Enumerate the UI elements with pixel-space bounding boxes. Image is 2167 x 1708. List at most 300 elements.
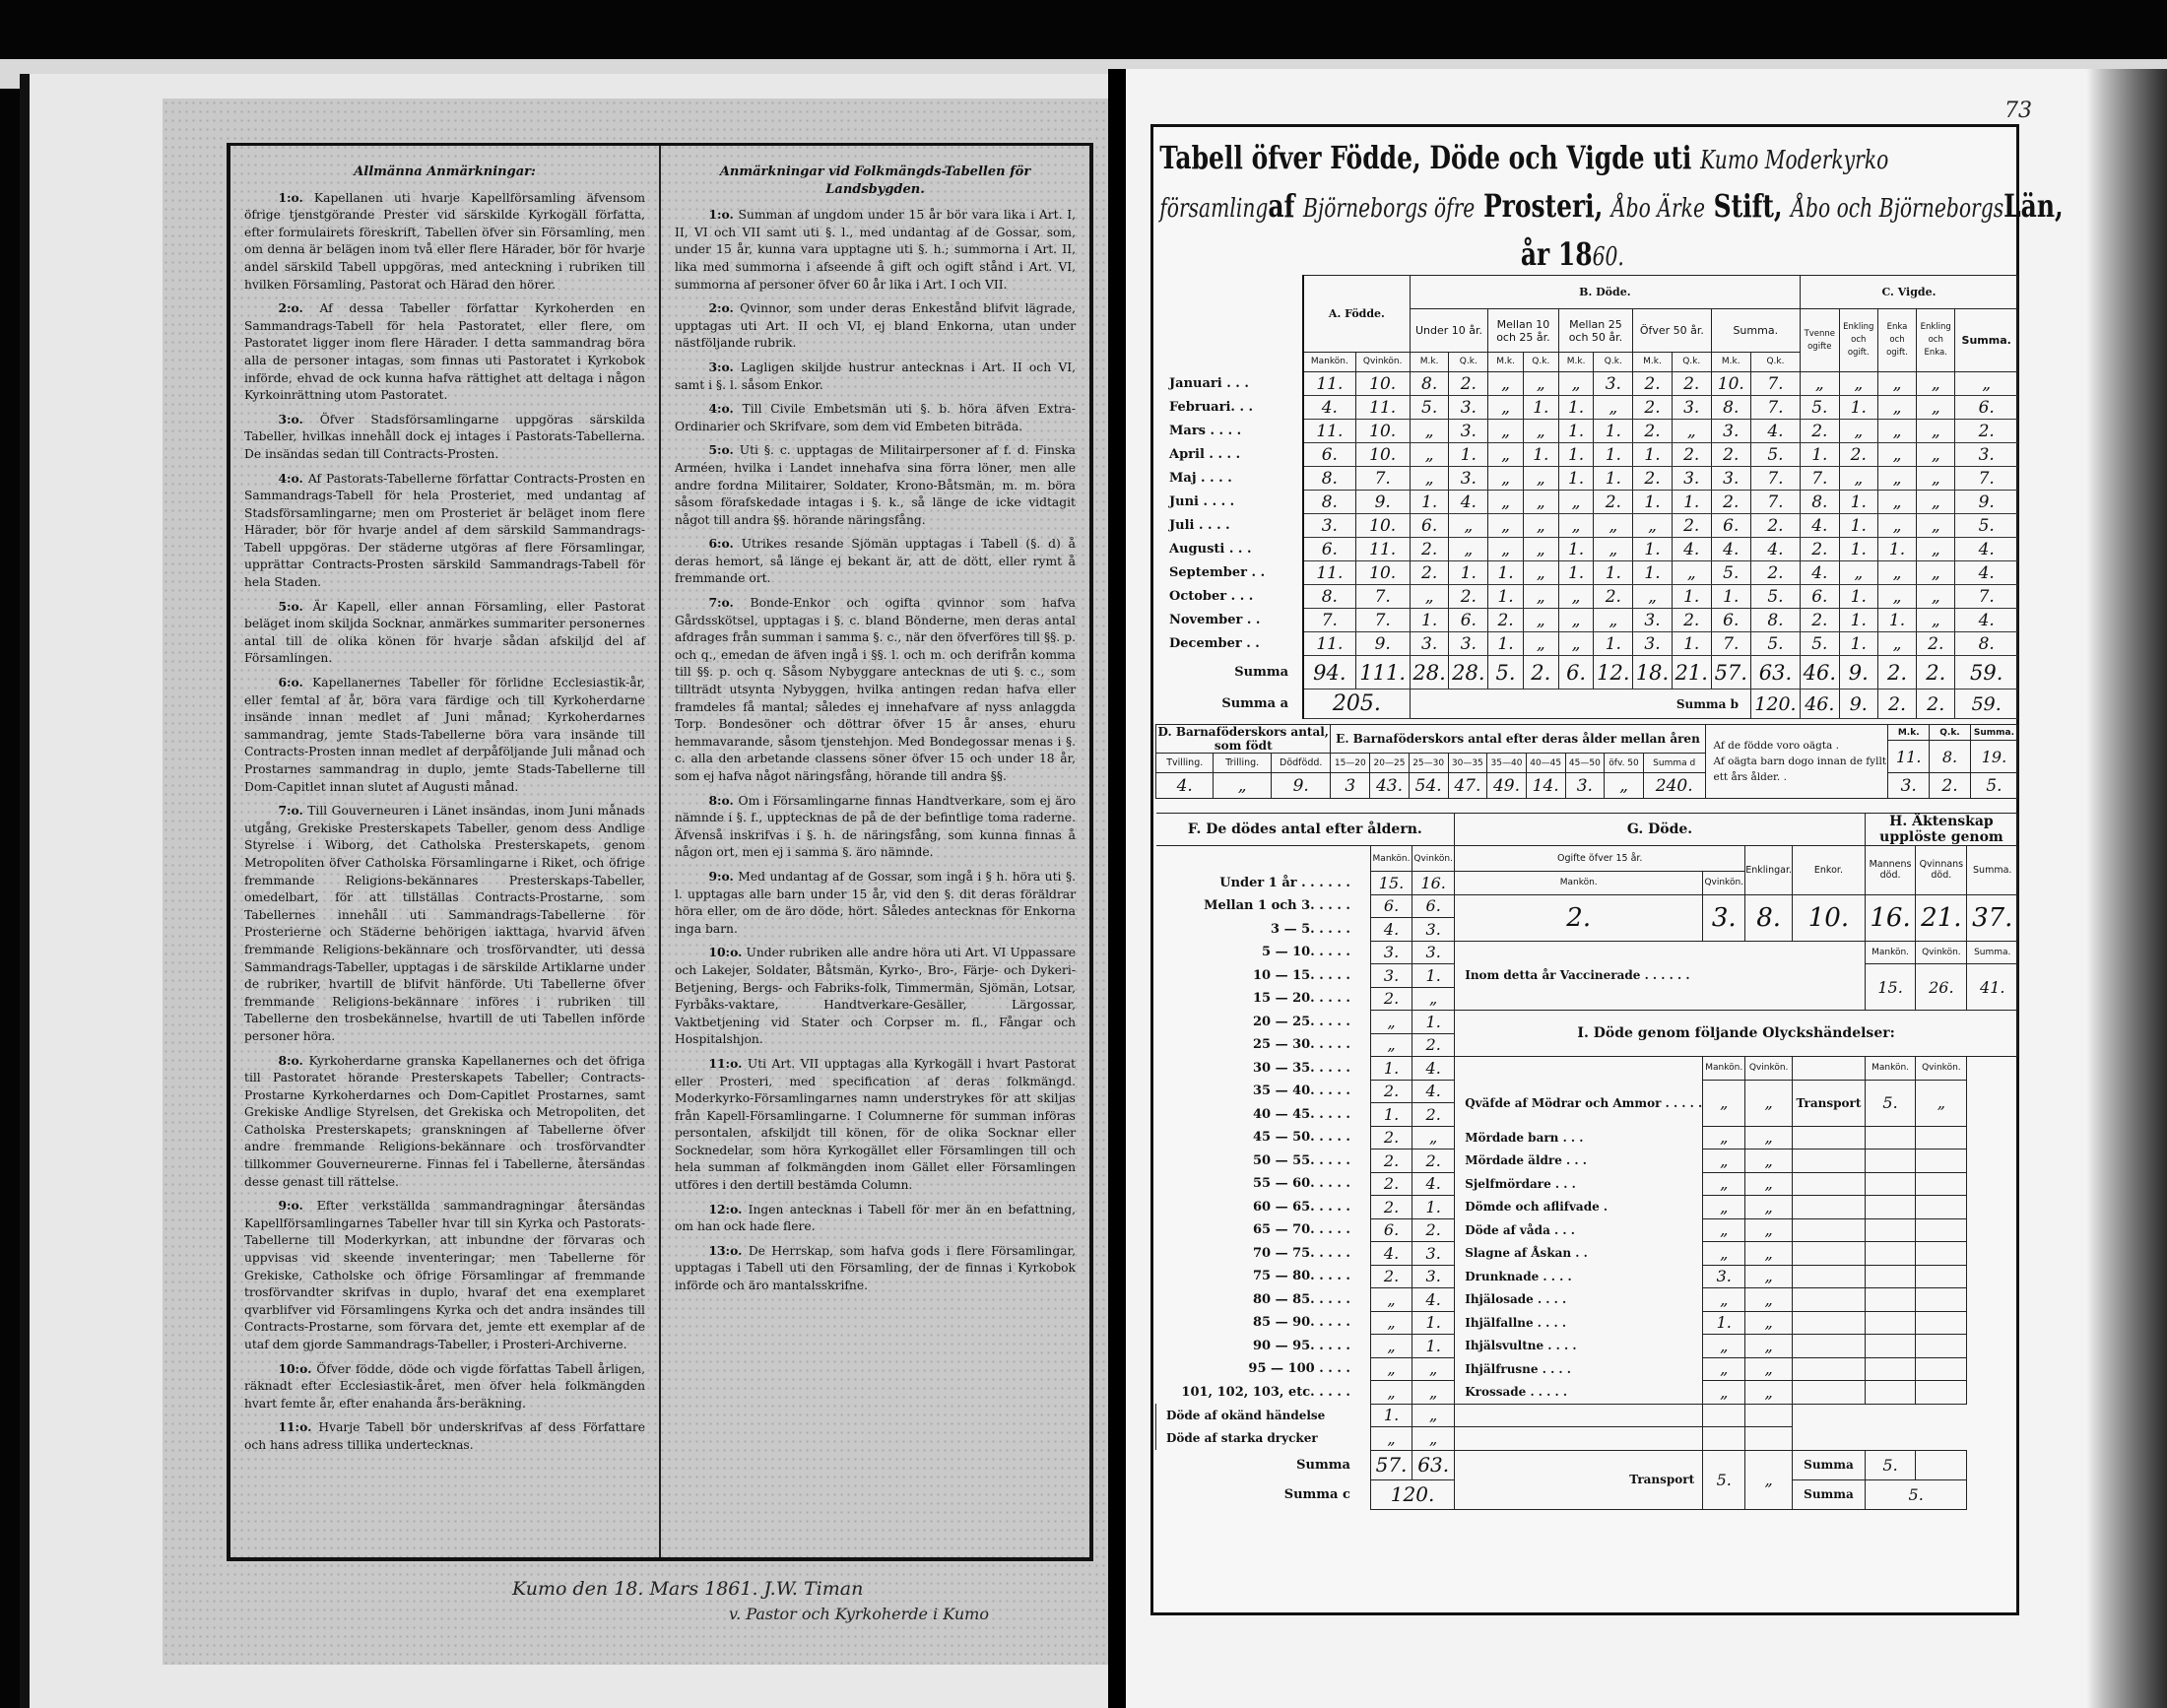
transport-top-qvinkon: „ (1916, 1080, 1967, 1126)
age-mankon-value: „ (1370, 1357, 1412, 1381)
remark-number: 1:o. (708, 207, 734, 223)
month-label: Februari. . . (1155, 396, 1303, 420)
month-value-cell: „ (1594, 538, 1633, 561)
b-group-10-25: Mellan 10 och 25 år. (1488, 309, 1559, 353)
month-value-cell: 11. (1303, 561, 1355, 585)
month-value-cell: „ (1917, 467, 1955, 491)
accident-qvinkon-value: „ (1745, 1126, 1793, 1150)
month-value-cell: „ (1558, 514, 1594, 538)
d-value-cell: „ (1214, 773, 1271, 799)
accident-mankon-value: „ (1703, 1288, 1745, 1312)
remark-text: Lagligen skiljde hustrur antecknas i Art. II och VI, samt i §. l. såsom Enkor. (675, 360, 1076, 392)
remark-paragraph (675, 868, 1076, 938)
remark-paragraph (675, 1201, 1076, 1236)
month-value-cell: „ (1917, 491, 1955, 514)
general-remarks-heading: Allmänna Anmärkningar: (354, 164, 536, 179)
month-value-cell: 4. (1750, 420, 1800, 443)
month-value-cell: 1. (1558, 538, 1594, 561)
age-label: 75 — 80. . . . . (1252, 1269, 1350, 1284)
month-value-cell: „ (1839, 420, 1877, 443)
remark-text: Kapellanen uti hvarje Kapellförsamling äfvensom öfrige tjenstgörande Prester vid särskilde Kyrkogäll författa, efter formulairets föreskrift, Tabellen öfver sin Församling, men om denna är belägen inom två eller flere Härader, bör för hvarje andel särskild Tabell uppgöras, med anteckning i rubriken till hvilken Församling, Pastorat och Härad den hörer. (244, 190, 645, 292)
month-row (1155, 420, 2018, 443)
blank-line (1865, 1357, 1915, 1381)
age-mankon-value: 3. (1370, 941, 1412, 964)
i-qvinkon-header: Qvinkön. (1745, 1057, 1793, 1081)
month-value-cell: 1. (1594, 632, 1633, 656)
blank-line (1865, 1150, 1915, 1173)
month-value-cell: 2. (1633, 467, 1673, 491)
month-label: April . . . . (1155, 443, 1303, 467)
c-col-enkling-enka: Enkling och Enka. (1917, 309, 1955, 372)
remark-text: Summan af ungdom under 15 år bör vara lika i Art. I, II, VI och VII samt uti §. l., med undantag af de Gossar, som, under 15 år, kunna vara upptagne uti §. h.; summorna i Art. II, lika med summorna i afseende å gift och ogift stånd i Art. VI, summorna af personer öfver 60 år lika i Art. I och VII. (675, 208, 1076, 292)
blank-line (1455, 1404, 1703, 1427)
age-label: Under 1 år . . . . . . (1219, 875, 1350, 890)
age-qvinkon-value: 3. (1412, 918, 1455, 942)
month-value-cell: 6. (1800, 585, 1839, 609)
month-value-cell: „ (1917, 514, 1955, 538)
age-mankon-value: 3. (1370, 964, 1412, 988)
age-mankon-value: „ (1370, 1311, 1412, 1335)
month-row (1155, 443, 2018, 467)
month-value-cell: 2. (1955, 420, 2018, 443)
remark-text: Uti Art. VII upptagas alla Kyrkogäll i hvart Pastorat eller Prosteri, med specification af deras folkmängd. Moderkyrko-Församlingarnes namn understrykes för att skiljas från Kapell-Församlingarne. I Columnerne för summan införas persontalen, afskiljdt till könen, för de olika Socknar eller Socknedelar, som höra Kyrkogället eller Församlingen till och hela summan af folkmängden inom Gället eller Församlingen utföres i den dertill bestämda Column. (675, 1056, 1076, 1193)
accident-mankon-value: 1. (1703, 1311, 1745, 1335)
remark-number: 8:o. (278, 1052, 303, 1068)
e-value-cell: 14. (1526, 773, 1565, 799)
blank-line (1865, 1196, 1915, 1219)
month-value-cell: „ (1488, 538, 1524, 561)
remark-text: Efter verkställda sammandragningar återsändas Kapellförsamlingarnes Tabeller hvar till sin Kyrka och Pastorats-Tabellerne till Moderkyrkan, att inbundne der förvaras och uppvisas vid skeende inventeringar; men Tabellerne för Grekiske, Catholske och öfrige Församlingar af fremmande trosförvandter skrifvas in duplo, hvaraf det ena exemplaret qvarblifver vid Församlingens Kyrka och det andra insändes till Contracts-Prostarne, som förvara det, jemte ett exemplar af de utaf dem gjorde Sammandrags-Tabeller, i Prosteri-Archiverne. (244, 1199, 645, 1351)
f-subheader-row (1156, 846, 2018, 872)
blank-line (1865, 1381, 1915, 1405)
age-qvinkon-value: 2. (1412, 1103, 1455, 1127)
month-value-cell: 2. (1800, 538, 1839, 561)
blank-line (1865, 1288, 1915, 1312)
month-label: December . . (1155, 632, 1303, 656)
age-row (1156, 1011, 2018, 1034)
month-value-cell: 10. (1355, 420, 1410, 443)
remark-number: 11:o. (708, 1055, 743, 1071)
blank-line (1916, 1172, 1967, 1196)
remark-text: Är Kapell, eller annan Församling, eller Pastorat beläget inom skiljda Socknar, anmärkes summariter personernes antal till de olika könen för hvarje sådan afskiljd del af Församlingen. (244, 599, 645, 666)
month-label: Juli . . . . (1155, 514, 1303, 538)
g-value-cell: 3. (1703, 894, 1745, 941)
remark-text: Till Gouverneuren i Länet insändas, inom Juni månads utgång, Grekiske Presterskapets Tabeller, genom dess Andlige Styrelse i Wiborg, det Catholska Presterskapets, genom Metropoliten öfver Catholska Församlingarne i Riket, och öfrige fremmande Religions-bekännares Presterskaps-Tabeller, omedelbart, för att tillställas Contracts-Prostarne, som Tabellernes innehåll uti Sammandrags-Tabellerne för Prosterierne och Städerne behörigen iakttaga, hvarvid äfven fremmande Religions-bekännare och trosförvandter, uti dessa Sammandrags-Tabeller, upptagas i de särskilde Artiklarne under de rubriker, hvartill de blifvit hänförde. Uti Tabellerne öfver fremmande Religions-bekännare införes i rubriken till Tabellerne den trosbekännelse, hvartill de uti Tabellen införde personer höra. (244, 804, 645, 1043)
month-value-cell: 3. (1711, 420, 1750, 443)
summa-value-cell: 9. (1839, 656, 1877, 690)
month-value-cell: 4. (1800, 514, 1839, 538)
population-remarks-heading: Anmärkningar vid Folkmängds-Tabellen för Landsbygden. (719, 164, 1031, 197)
accident-label: Ihjälosade . . . . (1455, 1288, 1703, 1312)
month-value-cell: 1. (1672, 585, 1711, 609)
accident-qvinkon-value: „ (1745, 1218, 1793, 1242)
general-remarks-column (230, 146, 659, 1557)
accident-qvinkon-value: „ (1745, 1357, 1793, 1381)
blank-line (1793, 1218, 1866, 1242)
summa-a-value: 205. (1303, 690, 1410, 719)
title-parish: Kumo Moderkyrko (1700, 146, 1889, 175)
month-value-cell: 7. (1955, 585, 2018, 609)
remark-number: 5:o. (278, 598, 303, 614)
births-deaths-marriages-table (1155, 275, 2018, 719)
month-value-cell: 1. (1633, 561, 1673, 585)
blank-line (1916, 1242, 1967, 1266)
remark-paragraph (675, 1055, 1076, 1195)
month-value-cell: „ (1917, 372, 1955, 396)
month-value-cell: „ (1410, 585, 1449, 609)
h-col-header: Mannens död. (1865, 846, 1915, 895)
blank-line (1916, 1357, 1967, 1381)
month-value-cell: „ (1594, 396, 1633, 420)
blank-line (1865, 1242, 1915, 1266)
summa-value-cell: 2. (1877, 656, 1916, 690)
month-value-cell: 9. (1355, 632, 1410, 656)
age-mankon-value: „ (1370, 1288, 1412, 1312)
remark-paragraph (675, 299, 1076, 353)
filler (1967, 1150, 2018, 1173)
month-value-cell: 5. (1750, 585, 1800, 609)
filler (1967, 1172, 2018, 1196)
month-value-cell: 3. (1633, 609, 1673, 632)
month-value-cell: 8. (1303, 491, 1355, 514)
g-value-cell: 10. (1793, 894, 1866, 941)
age-qvinkon-value: „ (1412, 1357, 1455, 1381)
month-value-cell: 7. (1800, 467, 1839, 491)
month-value-cell: 1. (1633, 538, 1673, 561)
month-value-cell: 4. (1955, 609, 2018, 632)
section-e-header: E. Barnaföderskors antal efter deras ålder mellan åren (1331, 725, 1705, 754)
blank-line (1455, 1427, 1703, 1451)
remark-paragraph (675, 441, 1076, 529)
accident-label: Mördade äldre . . . (1455, 1150, 1703, 1173)
month-value-cell: 4. (1672, 538, 1711, 561)
section-h-header: H. Äktenskap upplöste genom (1865, 814, 2017, 846)
form-title (1153, 135, 2064, 280)
month-value-cell: 5. (1410, 396, 1449, 420)
month-value-cell: „ (1558, 585, 1594, 609)
age-label: Mellan 1 och 3. . . . . (1204, 898, 1350, 914)
month-row (1155, 632, 2018, 656)
remark-text: Af dessa Tabeller författar Kyrkoherden en Sammandrags-Tabell för hela Pastoratet, eller flere, om Pastoratet ligger inom flere Härader. I detta sammandrag böra alla de personer intagas, som finnas uti Pastoratet i Kyrkobok införde, ehvad de ock kunna hafva rättighet att deltaga i någon Kyrkoinrättning utom Pastoratet. (244, 301, 645, 403)
f-blank (1156, 846, 1371, 872)
filler (1967, 1080, 2018, 1126)
a-mankon: Mankön. (1303, 353, 1355, 372)
summa-value-cell: 12. (1594, 656, 1633, 690)
age-label: 80 — 85. . . . . (1252, 1291, 1350, 1307)
age-qvinkon-value: 4. (1412, 1172, 1455, 1196)
filler (1967, 1479, 2018, 1509)
summa-value-cell: 21. (1672, 656, 1711, 690)
month-value-cell: „ (1633, 585, 1673, 609)
age-mankon-value: 4. (1370, 918, 1412, 942)
month-value-cell: 3. (1449, 396, 1488, 420)
month-value-cell: 2. (1633, 372, 1673, 396)
month-value-cell: „ (1449, 538, 1488, 561)
age-label: 50 — 55. . . . . (1252, 1152, 1350, 1168)
month-value-cell: 2. (1672, 443, 1711, 467)
d-col-header: Trilling. (1214, 754, 1271, 773)
month-value-cell: 8. (1303, 467, 1355, 491)
month-label: Mars . . . . (1155, 420, 1303, 443)
remark-text: Öfver Stadsförsamlingarne uppgöras särskilda Tabeller, hvilkas innehåll dock ej intages i Pastorats-Tabellerna. De insändas sedan till Contracts-Prosten. (244, 412, 645, 461)
g-value-cell: 8. (1745, 894, 1793, 941)
age-label: 10 — 15. . . . . (1252, 967, 1350, 983)
month-value-cell: 2. (1633, 420, 1673, 443)
age-row (1156, 1311, 2018, 1335)
blank-line (1793, 1265, 1866, 1288)
illeg-died-summa: 5. (1970, 773, 2017, 799)
age-label: 3 — 5. . . . . (1271, 921, 1350, 937)
month-value-cell: 10. (1355, 514, 1410, 538)
f-summa-row (1156, 1450, 2018, 1479)
month-value-cell: „ (1594, 609, 1633, 632)
i-qvinkon-header-2: Qvinkön. (1916, 1057, 1967, 1081)
summa-row (1155, 656, 2018, 690)
age-mankon-value: 6. (1370, 894, 1412, 918)
e-value-cell: 240. (1643, 773, 1705, 799)
accident-mankon-value: „ (1703, 1196, 1745, 1219)
month-value-cell: 1. (1488, 561, 1524, 585)
age-mankon-value: „ (1370, 1033, 1412, 1057)
age-mankon-value: 2. (1370, 1080, 1412, 1103)
age-mankon-value: 4. (1370, 1242, 1412, 1266)
accident-label: Döde af starka drycker (1156, 1427, 1371, 1451)
age-row (1156, 1172, 2018, 1196)
title-printed-2: af (1268, 187, 1295, 225)
accident-label: Drunknade . . . . (1455, 1265, 1703, 1288)
month-value-cell: 1. (1839, 585, 1877, 609)
month-value-cell: „ (1523, 561, 1558, 585)
filler (1967, 1311, 2018, 1335)
section-b-header: B. Döde. (1410, 276, 1800, 309)
month-value-cell: „ (1488, 372, 1524, 396)
month-value-cell: „ (1877, 467, 1916, 491)
remark-paragraph (244, 802, 645, 1045)
month-row (1155, 538, 2018, 561)
age-qvinkon-value: 2. (1412, 1033, 1455, 1057)
month-value-cell: 7. (1303, 609, 1355, 632)
month-value-cell: „ (1488, 491, 1524, 514)
illeg-head-mk: M.k. (1888, 725, 1930, 741)
month-value-cell: 2. (1488, 609, 1524, 632)
b-group-summa: Summa. (1711, 309, 1800, 353)
month-value-cell: 2. (1410, 561, 1449, 585)
month-value-cell: „ (1877, 396, 1916, 420)
month-value-cell: 1. (1800, 443, 1839, 467)
illeg-born-mk: 11. (1888, 741, 1930, 773)
age-qvinkon-value: 4. (1412, 1057, 1455, 1081)
e-col-header: 30—35 (1448, 754, 1487, 773)
month-value-cell: 4. (1955, 538, 2018, 561)
month-row (1155, 609, 2018, 632)
age-row (1156, 1057, 2018, 1081)
summa-right-total: 5. (1865, 1479, 1967, 1509)
month-row (1155, 372, 2018, 396)
section-i-header: I. Döde genom följande Olyckshändelser: (1455, 1011, 2018, 1057)
remark-number: 2:o. (708, 300, 734, 316)
remark-text: Öfver födde, döde och vigde författas Tabell årligen, räknadt efter Ecclesiastik-året, men öfver hela folkmängden hvart femte år, efter enahanda års-beräkning. (244, 1361, 645, 1411)
month-value-cell: 2. (1594, 491, 1633, 514)
transport-top-mankon: 5. (1865, 1080, 1915, 1126)
summa-value-cell: 2. (1917, 656, 1955, 690)
section-d-header: D. Barnaföderskors antal, som födt (1157, 725, 1329, 753)
remark-text: Qvinnor, som under deras Enkestånd blifvit lägrade, upptagas uti Art. II och VI, ej bland Enkorna, utan under nästföljande rubrik. (675, 301, 1076, 351)
blank-line (1793, 1172, 1866, 1196)
age-qvinkon-value: 1. (1412, 1335, 1455, 1358)
summa-ab-row (1155, 690, 2018, 719)
blank-line (1916, 1381, 1967, 1405)
remark-paragraph (244, 1052, 645, 1192)
month-value-cell: 2. (1410, 538, 1449, 561)
accident-qvinkon-value: „ (1412, 1427, 1455, 1451)
summa-value-cell: 59. (1955, 656, 2018, 690)
filler (1967, 1288, 2018, 1312)
month-value-cell: „ (1488, 467, 1524, 491)
month-value-cell: „ (1839, 372, 1877, 396)
month-value-cell: 1. (1672, 632, 1711, 656)
summa-b-value-cell: 2. (1917, 690, 1955, 719)
blank-line (1916, 1288, 1967, 1312)
month-value-cell: „ (1523, 420, 1558, 443)
month-value-cell: 3. (1955, 443, 2018, 467)
accident-mankon-value: „ (1703, 1242, 1745, 1266)
e-value-cell: 54. (1409, 773, 1448, 799)
month-value-cell: 6. (1711, 609, 1750, 632)
title-printed-1: Tabell öfver Födde, Döde och Vigde uti (1159, 139, 1692, 176)
blank-line (1916, 1126, 1967, 1150)
remark-number: 10:o. (708, 945, 743, 960)
age-row (1156, 1357, 2018, 1381)
month-row (1155, 467, 2018, 491)
month-value-cell: „ (1488, 420, 1524, 443)
illeg-head-qk: Q.k. (1930, 725, 1971, 741)
month-label: November . . (1155, 609, 1303, 632)
blank-line (1865, 1265, 1915, 1288)
month-value-cell: 6. (1303, 443, 1355, 467)
accident-mankon-value: 1. (1370, 1404, 1412, 1427)
remark-text: Hvarje Tabell bör underskrifvas af dess Författare och hans adress tillika undertecknas. (244, 1420, 645, 1452)
right-page-margin (2052, 69, 2167, 1708)
filler (1793, 1404, 1866, 1427)
month-value-cell: 1. (1558, 396, 1594, 420)
age-qvinkon-value: „ (1412, 987, 1455, 1011)
age-qvinkon-value: 3. (1412, 1265, 1455, 1288)
filler (1967, 1218, 2018, 1242)
age-qvinkon-value: 2. (1412, 1218, 1455, 1242)
month-value-cell: 1. (1633, 491, 1673, 514)
accident-label: Slagne af Åskan . . (1455, 1242, 1703, 1266)
month-value-cell: 2. (1449, 585, 1488, 609)
remark-number: 1:o. (278, 189, 303, 205)
month-value-cell: 8. (1750, 609, 1800, 632)
month-value-cell: 8. (1800, 491, 1839, 514)
section-f-header: F. De dödes antal efter åldern. (1156, 814, 1455, 846)
age-mankon-value: 2. (1370, 987, 1412, 1011)
age-label: 25 — 30. . . . . (1252, 1037, 1350, 1053)
accident-label: Dömde och aflifvade . (1455, 1196, 1703, 1219)
e-value-cell: „ (1605, 773, 1644, 799)
accident-qvinkon-value: „ (1412, 1404, 1455, 1427)
title-diocese: Åbo Ärke (1611, 194, 1705, 224)
month-value-cell: 3. (1449, 420, 1488, 443)
i-mankon-header-2: Mankön. (1865, 1057, 1915, 1081)
accident-mankon-value: „ (1703, 1080, 1745, 1126)
month-value-cell: 8. (1711, 396, 1750, 420)
month-value-cell: 11. (1303, 372, 1355, 396)
g-ogifte-header: Ogifte öfver 15 år. (1455, 846, 1745, 872)
month-value-cell: 6. (1711, 514, 1750, 538)
month-value-cell: 1. (1633, 443, 1673, 467)
accident-mankon-value: 3. (1703, 1265, 1745, 1288)
age-label: 65 — 70. . . . . (1252, 1222, 1350, 1238)
accident-qvinkon-value: „ (1745, 1172, 1793, 1196)
filler (1967, 1196, 2018, 1219)
remark-number: 6:o. (708, 536, 734, 552)
blank-line (1793, 1242, 1866, 1266)
month-label: Augusti . . . (1155, 538, 1303, 561)
month-value-cell: 5. (1800, 632, 1839, 656)
illeg-head-summa: Summa. (1970, 725, 2017, 741)
age-label: 95 — 100 . . . . (1248, 1361, 1350, 1377)
f-summa-label: Summa (1296, 1457, 1350, 1473)
d-col-header: Tvilling. (1156, 754, 1214, 773)
accident-mankon-value: „ (1703, 1172, 1745, 1196)
month-value-cell: „ (1410, 443, 1449, 467)
g-mankon-header: Mankön. (1455, 872, 1703, 895)
accident-mankon-value: „ (1370, 1427, 1412, 1451)
age-row (1156, 941, 2018, 964)
c-col-summa: Summa. (1955, 309, 2018, 372)
month-value-cell: 4. (1955, 561, 2018, 585)
blank-line (1745, 1404, 1793, 1427)
age-label: 90 — 95. . . . . (1252, 1338, 1350, 1353)
age-label: 60 — 65. . . . . (1252, 1199, 1350, 1215)
month-value-cell: „ (1800, 372, 1839, 396)
title-printed-4: Stift, (1713, 187, 1783, 225)
b-qk-header: Q.k. (1750, 353, 1800, 372)
age-label: 101, 102, 103, etc. . . . . (1181, 1384, 1350, 1400)
filler (1967, 1357, 2018, 1381)
remark-text: Ingen antecknas i Tabell för mer än en befattning, om han ock hade flere. (675, 1202, 1076, 1234)
month-value-cell: 2. (1672, 514, 1711, 538)
blank-line (1703, 1404, 1745, 1427)
accident-qvinkon-value: „ (1745, 1242, 1793, 1266)
month-value-cell: 3. (1672, 396, 1711, 420)
vaccination-label: Inom detta år Vaccinerade . . . . . . (1455, 941, 1866, 1011)
g-value-cell: 2. (1455, 894, 1703, 941)
accident-mankon-value: „ (1703, 1357, 1745, 1381)
month-value-cell: 1. (1839, 609, 1877, 632)
accident-qvinkon-value: „ (1745, 1150, 1793, 1173)
age-label: 40 — 45. . . . . (1252, 1106, 1350, 1122)
age-qvinkon-value: 4. (1412, 1288, 1455, 1312)
accident-qvinkon-value: „ (1745, 1311, 1793, 1335)
month-value-cell: 11. (1303, 420, 1355, 443)
month-value-cell: „ (1558, 632, 1594, 656)
title-printed-3: Prosteri, (1482, 187, 1604, 225)
filler (1967, 1335, 2018, 1358)
month-value-cell: „ (1410, 420, 1449, 443)
vacc-value-cell: 26. (1916, 964, 1967, 1011)
age-label: 35 — 40. . . . . (1252, 1084, 1350, 1099)
accident-label: Döde af okänd händelse (1156, 1404, 1371, 1427)
remark-number: 7:o. (708, 595, 734, 611)
age-qvinkon-value: 2. (1412, 1150, 1455, 1173)
age-mankon-value: 2. (1370, 1126, 1412, 1150)
filler (1967, 1381, 2018, 1405)
age-mankon-value: 2. (1370, 1265, 1412, 1288)
month-value-cell: 7. (1711, 632, 1750, 656)
